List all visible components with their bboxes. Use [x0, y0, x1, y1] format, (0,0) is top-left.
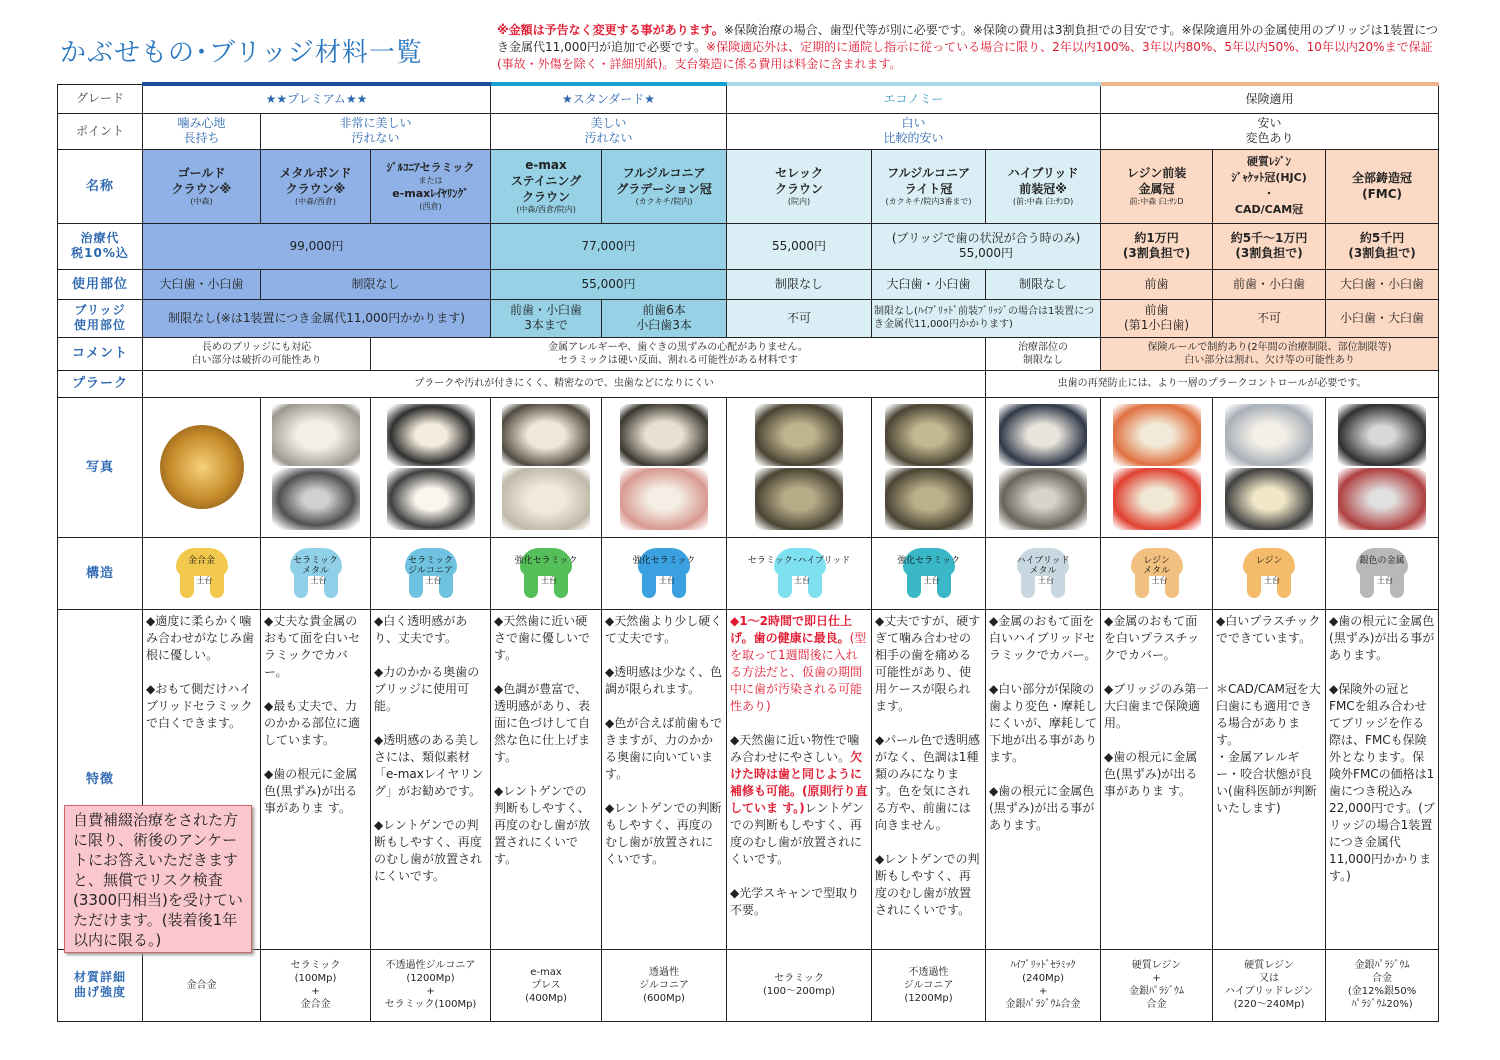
bridge-cerec: 不可 — [727, 299, 872, 337]
risk-check-promo: 自費補綴治療をされた方に限り、術後のアンケートにお答えいただきますと、無償でリスク検査(3300円相当)を受けていただけます。(装着後1年以内に限る。) — [64, 805, 252, 953]
zirconia-photo-bottom — [387, 468, 475, 530]
material-1: セラミック (100Mp) + 金合金 — [261, 949, 371, 1021]
plaque-self-pay: プラークや汚れが付きにくく、精密なので、虫歯などになりにくい — [143, 370, 986, 397]
tooth-diagram-icon: セラミック メタル 土台 — [284, 548, 348, 598]
light-photo-top — [885, 404, 973, 466]
feature-emax: ◆天然歯に近い硬さで歯に優しいです。 ◆色調が豊富で、透明感があり、表面に色づけして自然な色に仕上げます。 ◆レントゲンでの判断もしやすく、再度のむし歯が放置されにくいです。 — [491, 609, 602, 949]
metal-bond-photo-top — [272, 404, 360, 466]
feature-zirconia-light: ◆丈夫ですが、硬すぎて噛み合わせの相手の歯を痛める可能性があり、使用ケースが限られます。 ◆パール色で透明感がなく、色調は1種類のみになります。色を気にされる方や、前歯には向きません。 ◆レントゲンでの判断もしやすく、再度のむし歯が放置されにくいです。 — [872, 609, 986, 949]
name-gold-crown: ゴールド クラウン※ (中森) — [143, 149, 261, 223]
row-comment — [58, 337, 1439, 370]
grade-insurance: 保険適用 — [1101, 84, 1439, 113]
row-name — [58, 149, 1439, 223]
point-insurance: 安い 変色あり — [1101, 113, 1439, 149]
row-feature — [58, 609, 1439, 949]
tooth-diagram-icon: 強化セラミック 土台 — [897, 548, 961, 598]
use-cerec: 制限なし — [727, 269, 872, 299]
name-full-zirconia-gradation: フルジルコニア グラデーション冠 (カクキチ/院内) — [602, 149, 727, 223]
use-standard: 55,000円 — [491, 269, 727, 299]
comment-hybrid: 治療部位の 制限なし — [986, 337, 1101, 370]
material-4: 透過性 ジルコニア (600Mp) — [602, 949, 727, 1021]
structure-cell-3 — [491, 537, 602, 609]
photo-cerec — [727, 397, 872, 537]
feature-fmc: ◆歯の根元に金属色(黒ずみ)が出る事があります。 ◆保険外の冠とFMCを組み合わせてブリッジを作る際は、FMCも保険外となります。保険外FMCの価格は1歯につき税込み 22,000円です。(ブリッジの場合1装置につき金属代11,000円かかります。) — [1326, 609, 1439, 949]
comment-ceramics: 金属アレルギーや、歯ぐきの黒ずみの心配がありません。 セラミックは硬い反面、割れる可能性がある材料です — [371, 337, 986, 370]
comment-insurance: 保険ルールで制約あり(2年間の治療制限、部位制限等) 白い部分は割れ、欠け等の可能性あり — [1101, 337, 1439, 370]
photo-gold — [143, 397, 261, 537]
structure-cell-8 — [1101, 537, 1213, 609]
price-hjc: 約5千～1万円 (3割負担で) — [1213, 223, 1326, 269]
name-fmc: 全部鋳造冠 (FMC) — [1326, 149, 1439, 223]
price-fmc: 約5千円 (3割負担で) — [1326, 223, 1439, 269]
comment-premium: 長めのブリッジにも対応 白い部分は破折の可能性あり — [143, 337, 371, 370]
name-full-zirconia-light: フルジルコニア ライト冠 (カクキチ/院内3番まで) — [872, 149, 986, 223]
tooth-diagram-icon: 銀色の金属 土台 — [1350, 548, 1414, 598]
photo-metal-bond — [261, 397, 371, 537]
row-grade — [58, 84, 1439, 113]
use-gold: 大臼歯・小臼歯 — [143, 269, 261, 299]
row-header-grade: グレード — [58, 84, 143, 113]
tooth-diagram-icon: セラミック ジルコニア 土台 — [399, 548, 463, 598]
emax-photo-bottom — [502, 468, 590, 530]
material-3: e-max プレス (400Mp) — [491, 949, 602, 1021]
row-header-material: 材質詳細 曲げ強度 — [58, 949, 143, 1021]
use-hybrid: 制限なし — [986, 269, 1101, 299]
row-price — [58, 223, 1439, 269]
photo-zirconia-ceramic — [371, 397, 491, 537]
row-photo — [58, 397, 1439, 537]
materials-table — [57, 82, 1439, 1022]
tooth-diagram-icon: レジン メタル 土台 — [1125, 548, 1189, 598]
feature-metal-bond: ◆丈夫な貴金属のおもて面を白いセラミックでカバー。 ◆最も丈夫で、力のかかる部位に適しています。 ◆歯の根元に金属色(黒ずみ)が出る事がありま す。 — [261, 609, 371, 949]
price-zirconia-light-hybrid: (ブリッジで歯の状況が合う時のみ) 55,000円 — [872, 223, 1101, 269]
cerec-photo-bottom — [755, 468, 843, 530]
material-8: 硬質レジン + 金銀ﾊﾟﾗｼﾞｳﾑ 合金 — [1101, 949, 1213, 1021]
material-7: ﾊｲﾌﾞﾘｯﾄﾞｾﾗﾐｯｸ (240Mp) + 金銀ﾊﾟﾗｼﾞｳﾑ合金 — [986, 949, 1101, 1021]
bridge-fmc: 小臼歯・大臼歯 — [1326, 299, 1439, 337]
row-header-bridge: ブリッジ 使用部位 — [58, 299, 143, 337]
row-header-structure: 構造 — [58, 537, 143, 609]
tooth-diagram-icon: 強化セラミック 土台 — [514, 548, 578, 598]
photo-zirconia-gradation — [602, 397, 727, 537]
resin-photo-top — [1113, 404, 1201, 466]
photo-fmc — [1326, 397, 1439, 537]
light-photo-bottom — [885, 468, 973, 530]
material-10: 金銀ﾊﾟﾗｼﾞｳﾑ 合金 (金12%銀50% ﾊﾟﾗｼﾞｳﾑ20%) — [1326, 949, 1439, 1021]
row-plaque — [58, 370, 1439, 397]
material-6: 不透過性 ジルコニア (1200Mp) — [872, 949, 986, 1021]
photo-hybrid — [986, 397, 1101, 537]
structure-cell-1 — [261, 537, 371, 609]
feature-cerec-physical: ◆天然歯に近い物性で噛み合わせにやさしい。 — [730, 732, 860, 764]
tooth-diagram-icon: レジン 土台 — [1237, 548, 1301, 598]
emax-photo-top — [502, 404, 590, 466]
use-resin-facing: 前歯 — [1101, 269, 1213, 299]
grade-economy: エコノミー — [727, 84, 1101, 113]
price-cerec: 55,000円 — [727, 223, 872, 269]
row-header-use: 使用部位 — [58, 269, 143, 299]
structure-cell-5 — [727, 537, 872, 609]
feature-zirconia-gradation: ◆天然歯より少し硬くて丈夫です。 ◆透明感は少なく、色調が限られます。 ◆色が合えば前歯もできますが、力のかかる奥歯に向いています。 ◆レントゲンでの判断もしやすく、再度のむし歯が放置されにくいです。 — [602, 609, 727, 949]
grade-standard: ★スタンダード★ — [491, 84, 727, 113]
tooth-diagram-icon: 金合金 土台 — [170, 548, 234, 598]
photo-emax — [491, 397, 602, 537]
row-header-photo: 写真 — [58, 397, 143, 537]
name-zirconia-ceramic: ｼﾞﾙｺﾆｱセラミック または e-maxﾚｲﾔﾘﾝｸﾞ (西倉) — [371, 149, 491, 223]
notice-price-change: ※金額は予告なく変更する事があります。 — [497, 23, 724, 37]
price-standard: 77,000円 — [491, 223, 727, 269]
material-9: 硬質レジン 又は ハイブリッドレジン (220～240Mp) — [1213, 949, 1326, 1021]
structure-cell-6 — [872, 537, 986, 609]
name-emax-staining: e-max ステイニング クラウン (中森/西倉/院内) — [491, 149, 602, 223]
use-zirconia-light: 大臼歯・小臼歯 — [872, 269, 986, 299]
feature-cerec-note: (型を取って1週間後に入れる方法だと、仮歯の期間中に歯が汚染される可能性あり) — [730, 630, 867, 713]
structure-cell-9 — [1213, 537, 1326, 609]
feature-cerec-repair: 欠けた時は歯と同じように補修も可能。(原則行り直していま す。) — [730, 749, 868, 815]
plaque-hybrid-insurance: 虫歯の再発防止には、より一層のプラークコントロールが必要です。 — [986, 370, 1439, 397]
metal-bond-photo-bottom — [272, 468, 360, 530]
gradation-photo-bottom — [620, 468, 708, 530]
fmc-photo-top — [1338, 404, 1426, 466]
photo-resin-facing — [1101, 397, 1213, 537]
bridge-zirconia-gradation: 前歯6本 小臼歯3本 — [602, 299, 727, 337]
material-0: 金合金 — [143, 949, 261, 1021]
bridge-hjc: 不可 — [1213, 299, 1326, 337]
structure-cell-7 — [986, 537, 1101, 609]
point-bite: 噛み心地 長持ち — [143, 113, 261, 149]
use-hjc: 前歯・小臼歯 — [1213, 269, 1326, 299]
feature-gold: ◆適度に柔らかく噛み合わせがなじみ歯根に優しい。 ◆おもて側だけハイブリッドセラミックで白くできます。 — [143, 609, 261, 949]
gold-crown-photo — [160, 425, 244, 509]
notice-text — [497, 22, 1442, 73]
notice-warranty: ※保険適応外は、定期的に通院し指示に従っている場合に限り、2年以内100%、3年以内80%、5年以内50%、10年以内20%まで保証(事故・外傷を除く・詳細別紙)。支台築造に係る費用は料金に含まれます。 — [497, 40, 1433, 71]
grade-premium: ★★プレミアム★★ — [143, 84, 491, 113]
bridge-economy: 制限なし(ﾊｲﾌﾞﾘｯﾄﾞ前装ﾌﾞﾘｯｼﾞの場合は1装置につき金属代11,000円かかります) — [872, 299, 1101, 337]
row-header-point: ポイント — [58, 113, 143, 149]
row-material — [58, 949, 1439, 1021]
page-title: かぶせもの･ブリッジ材料一覧 — [60, 38, 423, 68]
feature-cerec-same-day: ◆1～2時間で即日仕上げ。歯の健康に最良。 — [730, 613, 852, 645]
tooth-diagram-icon: ハイブリッド メタル 土台 — [1011, 548, 1075, 598]
feature-hybrid: ◆金属のおもて面を白いハイブリッドセラミックでカバー。 ◆白い部分が保険の歯より変色・摩耗しにくいが、摩耗して下地が出る事があります。 ◆歯の根元に金属色(黒ずみ)が出る事があります。 — [986, 609, 1101, 949]
feature-zirconia-ceramic: ◆白く透明感があり、丈夫です。 ◆力のかかる奥歯のブリッジに使用可能。 ◆透明感のある美しさには、類似素材「e-maxレイヤリング」がお勧めです。 ◆レントゲンでの判断もしやすく、再度のむし歯が放置されにくいです。 — [371, 609, 491, 949]
row-use — [58, 269, 1439, 299]
bridge-emax: 前歯・小臼歯 3本まで — [491, 299, 602, 337]
structure-cell-4 — [602, 537, 727, 609]
fmc-photo-bottom — [1338, 468, 1426, 530]
notice-insurance: ※保険治療の場合、歯型代等が別に必要です。※保険の費用は3割負担での目安です。※保険適用外の金属使用のブリッジは1装置につき金属代11,000円が追加で必要です。 — [497, 23, 1439, 54]
row-point — [58, 113, 1439, 149]
material-5: セラミック (100～200mp) — [727, 949, 872, 1021]
row-header-comment: コメント — [58, 337, 143, 370]
feature-resin-facing: ◆金属のおもて面を白いプラスチックでカバー。 ◆ブリッジのみ第一大臼歯まで保険適用。 ◆歯の根元に金属色(黒ずみ)が出る事がありま す。 — [1101, 609, 1213, 949]
row-header-feature: 特徴 — [58, 609, 143, 949]
photo-hjc — [1213, 397, 1326, 537]
use-fmc: 大臼歯・小臼歯 — [1326, 269, 1439, 299]
zirconia-photo-top — [387, 404, 475, 466]
point-economy: 白い 比較的安い — [727, 113, 1101, 149]
tooth-diagram-icon: セラミック･ハイブリッド 土台 — [744, 548, 854, 598]
name-metal-bond: メタルボンド クラウン※ (中森/西倉) — [261, 149, 371, 223]
point-beautiful: 非常に美しい 汚れない — [261, 113, 491, 149]
point-standard: 美しい 汚れない — [491, 113, 727, 149]
bridge-resin-facing: 前歯 (第1小臼歯) — [1101, 299, 1213, 337]
hjc-photo-bottom — [1225, 468, 1313, 530]
structure-cell-2 — [371, 537, 491, 609]
use-premium-other: 制限なし — [261, 269, 491, 299]
name-cerec-crown: セレック クラウン (院内) — [727, 149, 872, 223]
tooth-diagram-icon: 強化セラミック 土台 — [632, 548, 696, 598]
feature-cerec — [727, 609, 872, 949]
price-premium: 99,000円 — [143, 223, 491, 269]
row-header-name: 名称 — [58, 149, 143, 223]
hybrid-photo-top — [999, 404, 1087, 466]
material-2: 不透過性ジルコニア (1200Mp) + セラミック(100Mp) — [371, 949, 491, 1021]
hjc-photo-top — [1225, 404, 1313, 466]
hybrid-photo-bottom — [999, 468, 1087, 530]
name-hjc-cadcam: 硬質ﾚｼﾞﾝ ｼﾞｬｹｯﾄ冠(HJC) ・ CAD/CAM冠 — [1213, 149, 1326, 223]
row-header-plaque: プラーク — [58, 370, 143, 397]
feature-hjc: ◆白いプラスチックでできています。 ＊CAD/CAM冠を大臼歯にも適用できる場合があります。 ・金属アレルギー・咬合状態が良い(歯科医師が判断いたします) — [1213, 609, 1326, 949]
name-hybrid-facing: ハイブリッド 前装冠※ (前:中森 臼:ｻﾝD) — [986, 149, 1101, 223]
cerec-photo-top — [755, 404, 843, 466]
resin-photo-bottom — [1113, 468, 1201, 530]
row-header-price: 治療代 税10%込 — [58, 223, 143, 269]
feature-cerec-rest: レントゲンでの判断もしやすく、再度のむし歯が放置されにくいです。 ◆光学スキャンで型取り不要。 — [730, 800, 864, 917]
bridge-premium: 制限なし(※は1装置につき金属代11,000円かかります) — [143, 299, 491, 337]
structure-cell-0 — [143, 537, 261, 609]
gradation-photo-top — [620, 404, 708, 466]
row-bridge — [58, 299, 1439, 337]
row-structure — [58, 537, 1439, 609]
photo-zirconia-light — [872, 397, 986, 537]
price-resin-facing: 約1万円 (3割負担で) — [1101, 223, 1213, 269]
structure-cell-10 — [1326, 537, 1439, 609]
name-resin-facing-metal: レジン前装 金属冠 前:中森 臼:ｻﾝD — [1101, 149, 1213, 223]
